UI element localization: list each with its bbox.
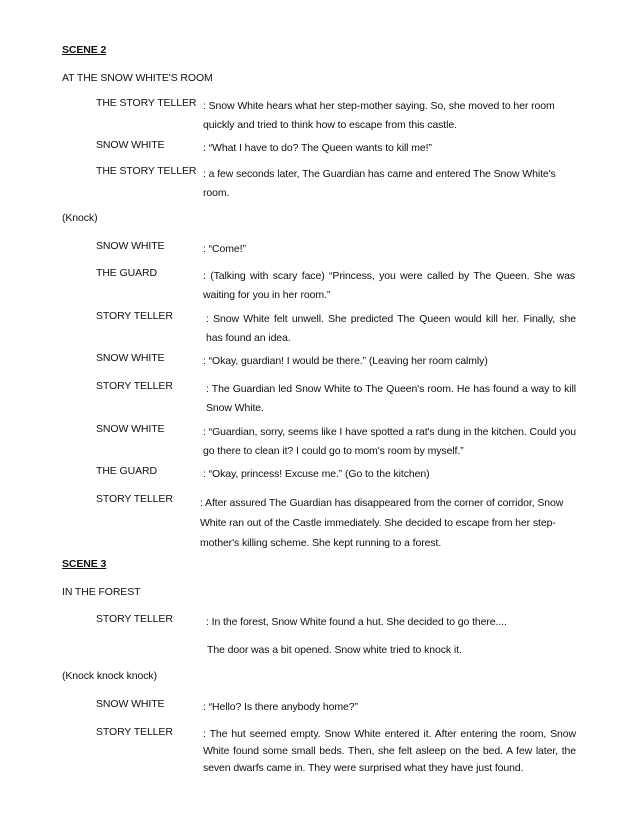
speaker-name: SNOW WHITE — [96, 698, 165, 710]
speaker-name: THE GUARD — [96, 267, 157, 279]
dialogue-text: : “Hello? Is there anybody home?” — [203, 701, 358, 713]
dialogue-text: : (Talking with scary face) “Princess, you were called by The Queen. She was waiting for you in her room.” — [203, 270, 575, 301]
speaker-name: SNOW WHITE — [96, 139, 165, 151]
stage-direction: (Knock) — [62, 212, 98, 224]
speaker-name: THE STORY TELLER — [96, 165, 197, 177]
dialogue-text: : In the forest, Snow White found a hut. She decided to go there.... — [206, 616, 507, 628]
scene-3-heading: SCENE 3 — [62, 558, 107, 570]
speaker-name: SNOW WHITE — [96, 352, 165, 364]
speaker-name: STORY TELLER — [96, 726, 173, 738]
dialogue-text: : Snow White hears what her step-mother saying. So, she moved to her room quickly and tried to think how to escape from this castle. — [203, 100, 555, 131]
scene-2-setting: AT THE SNOW WHITE'S ROOM — [62, 72, 213, 84]
dialogue-text: : Snow White felt unwell. She predicted The Queen would kill her. Finally, she has found an idea. — [206, 313, 576, 344]
dialogue-text: : “Come!” — [203, 243, 246, 255]
speaker-name: STORY TELLER — [96, 310, 173, 322]
speaker-name: SNOW WHITE — [96, 240, 165, 252]
dialogue-text: : “Okay, princess! Excuse me.” (Go to the kitchen) — [203, 468, 430, 480]
speaker-name: THE GUARD — [96, 465, 157, 477]
speaker-name: STORY TELLER — [96, 493, 173, 505]
dialogue-text: : a few seconds later, The Guardian has came and entered The Snow White's room. — [203, 168, 556, 199]
dialogue-text: The door was a bit opened. Snow white tried to knock it. — [207, 644, 462, 656]
dialogue-text: : The Guardian led Snow White to The Queen's room. He has found a way to kill Snow White. — [206, 383, 576, 414]
speaker-name: STORY TELLER — [96, 613, 173, 625]
speaker-name: STORY TELLER — [96, 380, 173, 392]
dialogue-text: : After assured The Guardian has disappeared from the corner of corridor, Snow White ran out of the Castle immediately. She decided to escape from her step-mother's killing scheme. She kept running to a forest. — [200, 497, 564, 549]
dialogue-text: : “What I have to do? The Queen wants to kill me!” — [203, 142, 432, 154]
stage-direction: (Knock knock knock) — [62, 670, 157, 682]
scene-3-setting: IN THE FOREST — [62, 586, 141, 598]
speaker-name: SNOW WHITE — [96, 423, 165, 435]
dialogue-text: : “Okay, guardian! I would be there.” (Leaving her room calmly) — [203, 355, 488, 367]
dialogue-text: : “Guardian, sorry, seems like I have spotted a rat's dung in the kitchen. Could you go there to clean it? I could go to mom's room by myself.” — [203, 426, 576, 457]
dialogue-text: : The hut seemed empty. Snow White entered it. After entering the room, Snow White found some small beds. Then, she felt asleep on the bed. A few later, the seven dwarfs came in. They were surprised what they have just found. — [203, 728, 576, 774]
speaker-name: THE STORY TELLER — [96, 97, 197, 109]
scene-2-heading: SCENE 2 — [62, 44, 107, 56]
